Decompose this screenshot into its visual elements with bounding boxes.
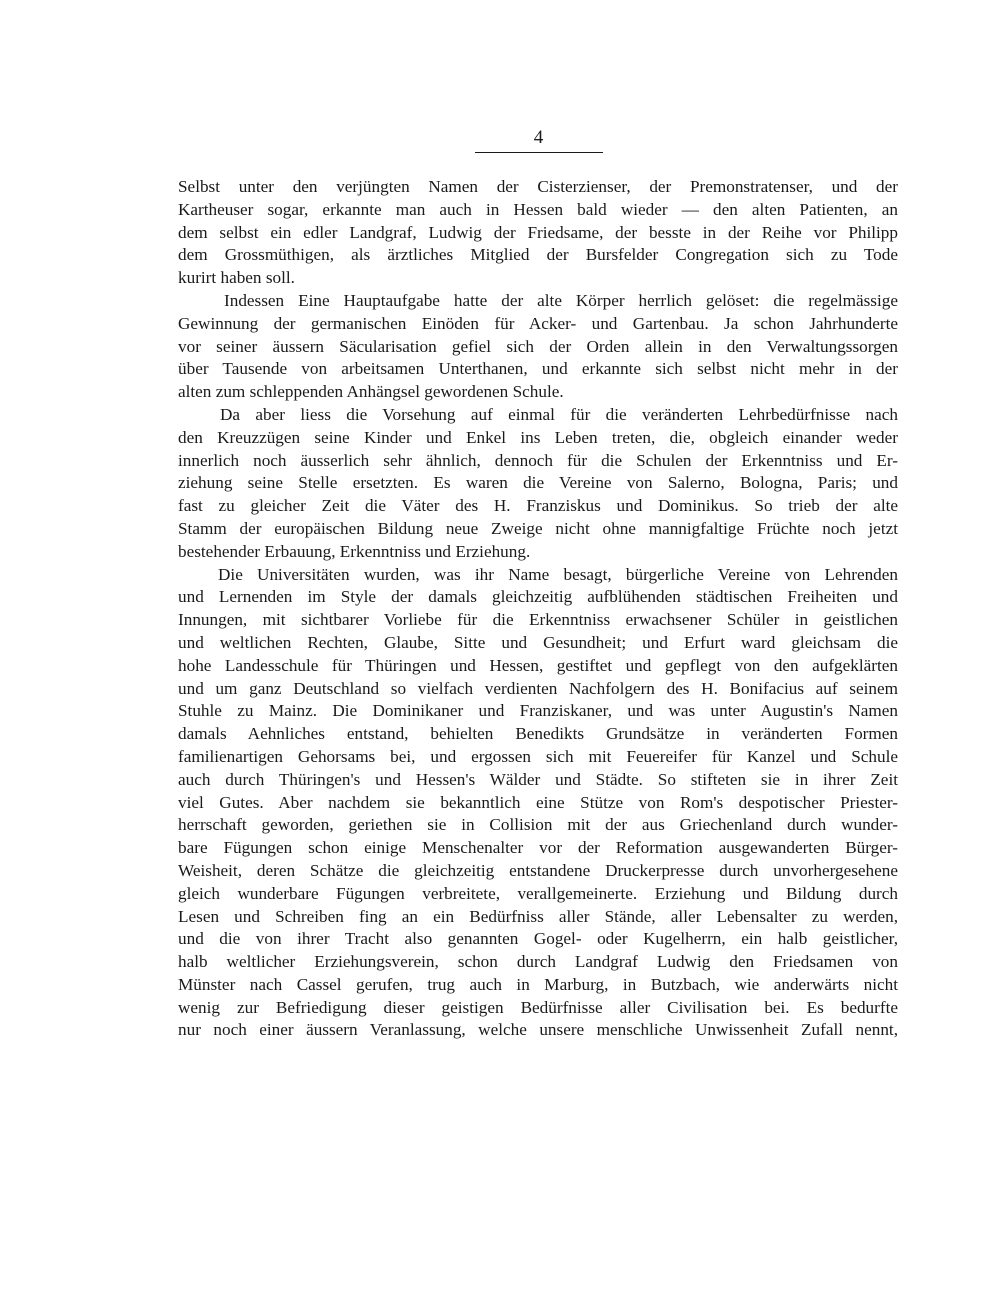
text-line: und Lernenden im Style der damals gleichzeitig aufblühenden städtischen Freiheiten und	[178, 587, 898, 607]
text-line: innerlich noch äusserlich sehr ähnlich, dennoch für die Schulen der Erkenntniss und Er-	[178, 450, 898, 470]
page-number: 4	[533, 127, 544, 148]
text-line: vor seiner äussern Säcularisation gefiel sich der Orden allein in den Verwaltungssorgen	[178, 336, 898, 356]
text-line: wenig zur Befriedigung dieser geistigen Bedürfnisse aller Civilisation bei. Es bedurfte	[178, 997, 898, 1017]
text-line: alten zum schleppenden Anhängsel gewordenen Schule.	[178, 382, 564, 402]
text-line: Da aber liess die Vorsehung auf einmal für die veränderten Lehrbedürfnisse nach	[220, 404, 898, 424]
text-line: viel Gutes. Aber nachdem sie bekanntlich eine Stütze von Rom's despotischer Priester-	[178, 792, 898, 812]
text-line: hohe Landesschule für Thüringen und Hessen, gestiftet und gepflegt von den aufgeklärten	[178, 655, 898, 675]
text-line: Münster nach Cassel gerufen, trug auch in Marburg, in Butzbach, wie anderwärts nicht	[178, 974, 898, 994]
text-line: dem selbst ein edler Landgraf, Ludwig der Friedsame, der besste in der Reihe vor Philipp	[178, 222, 898, 242]
text-line: fast zu gleicher Zeit die Väter des H. Franziskus und Dominikus. So trieb der alte	[178, 496, 898, 516]
text-line: nur noch einer äussern Veranlassung, welche unsere menschliche Unwissenheit Zufall nennt,	[178, 1020, 898, 1040]
text-line: dem Grossmüthigen, als ärztliches Mitglied der Bursfelder Congregation sich zu Tode	[178, 245, 898, 265]
text-line: den Kreuzzügen seine Kinder und Enkel ins Leben treten, die, obgleich einander weder	[178, 427, 898, 447]
text-line: Stuhle zu Mainz. Die Dominikaner und Franziskaner, und was unter Augustin's Namen	[178, 701, 898, 721]
text-line: halb weltlicher Erziehungsverein, schon durch Landgraf Ludwig den Friedsamen von	[178, 952, 898, 972]
text-line: bare Fügungen schon einige Menschenalter vor der Reformation ausgewanderten Bürger-	[178, 838, 898, 858]
text-line: und um ganz Deutschland so vielfach verdienten Nachfolgern des H. Bonifacius auf seinem	[178, 678, 898, 698]
text-line: kurirt haben soll.	[178, 268, 295, 288]
text-line: bestehender Erbauung, Erkenntniss und Erziehung.	[178, 541, 531, 561]
text-line: ziehung seine Stelle ersetzten. Es waren die Vereine von Salerno, Bologna, Paris; und	[178, 473, 898, 493]
text-line: Innungen, mit sichtbarer Vorliebe für die Erkenntniss erwachsener Schüler in geistlichen	[178, 610, 898, 630]
text-line: herrschaft geworden, geriethen sie in Collision mit der aus Griechenland durch wunder-	[178, 815, 898, 835]
text-line: Weisheit, deren Schätze die gleichzeitig entstandene Druckerpresse durch unvorhergesehene	[178, 860, 898, 880]
text-line: auch durch Thüringen's und Hessen's Wälder und Städte. So stifteten sie in ihrer Zeit	[178, 769, 898, 789]
text-line: Indessen Eine Hauptaufgabe hatte der alte Körper herrlich gelöset: die regelmässige	[224, 290, 898, 310]
text-line: Selbst unter den verjüngten Namen der Cisterzienser, der Premonstratenser, und der	[178, 177, 898, 196]
page-number-rule	[475, 152, 603, 153]
text-line: familienartigen Gehorsams bei, und ergossen sich mit Feuereifer für Kanzel und Schule	[178, 746, 898, 766]
body-text	[178, 176, 898, 1042]
text-line: Lesen und Schreiben fing an ein Bedürfniss aller Stände, aller Lebensalter zu werden,	[178, 906, 898, 926]
text-line: über Tausende von arbeitsamen Unterthanen, und erkannte sich selbst nicht mehr in der	[178, 359, 898, 379]
text-line: Gewinnung der germanischen Einöden für Acker- und Gartenbau. Ja schon Jahrhunderte	[178, 313, 898, 333]
text-line: und die von ihrer Tracht also genannten Gogel- oder Kugelherrn, ein halb geistlicher,	[178, 929, 898, 949]
text-line: damals Aehnliches entstand, behielten Benedikts Grundsätze in veränderten Formen	[178, 724, 898, 744]
text-line: Stamm der europäischen Bildung neue Zweige nicht ohne mannigfaltige Früchte noch jetzt	[178, 518, 898, 538]
text-line: Kartheuser sogar, erkannte man auch in Hessen bald wieder — den alten Patienten, an	[178, 199, 898, 219]
text-line: und weltlichen Rechten, Glaube, Sitte und Gesundheit; und Erfurt ward gleichsam die	[178, 632, 898, 652]
text-line: Die Universitäten wurden, was ihr Name besagt, bürgerliche Vereine von Lehrenden	[218, 564, 898, 584]
text-line: gleich wunderbare Fügungen verbreitete, verallgemeinerte. Erziehung und Bildung durch	[178, 883, 898, 903]
